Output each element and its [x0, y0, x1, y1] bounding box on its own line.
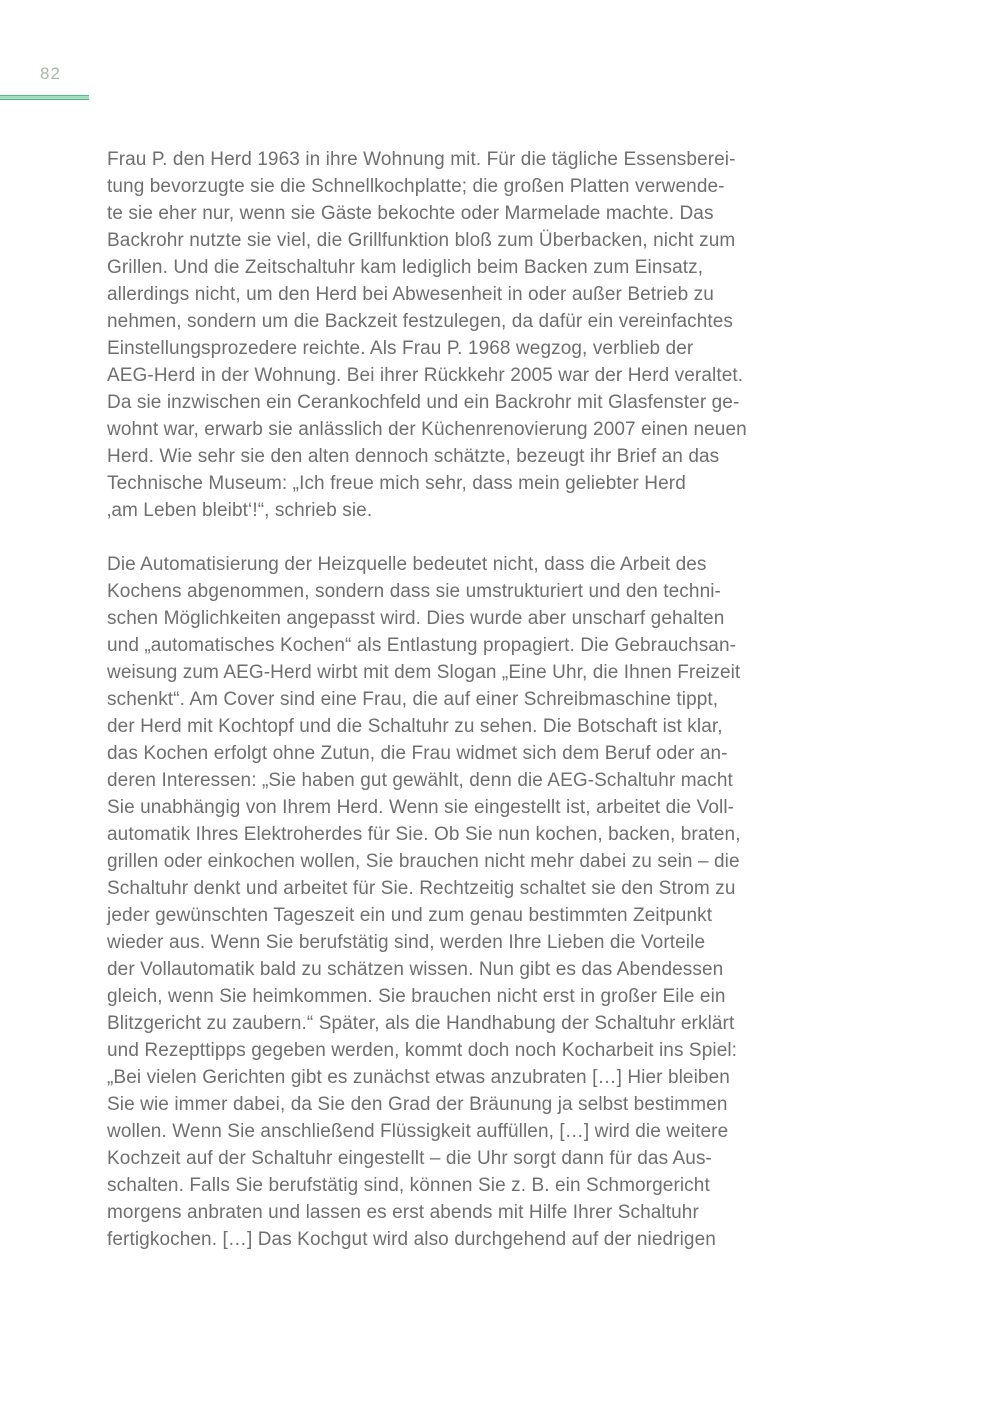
text-line: wohnt war, erwarb sie anlässlich der Küchenrenovierung 2007 einen neuen — [107, 419, 747, 440]
text-line: Technische Museum: „Ich freue mich sehr, dass mein geliebter Herd — [107, 473, 686, 494]
text-line: der Vollautomatik bald zu schätzen wissen. Nun gibt es das Abendessen — [107, 959, 724, 980]
text-line: wieder aus. Wenn Sie berufstätig sind, werden Ihre Lieben die Vorteile — [107, 932, 706, 953]
text-line: Frau P. den Herd 1963 in ihre Wohnung mit. Für die tägliche Essensberei- — [107, 149, 736, 170]
text-line: tung bevorzugte sie die Schnellkochplatte; die großen Platten verwende- — [107, 176, 725, 197]
text-line: Herd. Wie sehr sie den alten dennoch schätzte, bezeugt ihr Brief an das — [107, 446, 720, 467]
text-line: deren Interessen: „Sie haben gut gewählt, denn die AEG-Schaltuhr macht — [107, 770, 733, 791]
text-line: Kochzeit auf der Schaltuhr eingestellt – die Uhr sorgt dann für das Aus- — [107, 1148, 712, 1169]
text-line: AEG-Herd in der Wohnung. Bei ihrer Rückkehr 2005 war der Herd veraltet. — [107, 365, 744, 386]
text-line: Sie wie immer dabei, da Sie den Grad der Bräunung ja selbst bestimmen — [107, 1094, 728, 1115]
text-line: Da sie inzwischen ein Cerankochfeld und ein Backrohr mit Glasfenster ge- — [107, 392, 740, 413]
text-line: Grillen. Und die Zeitschaltuhr kam lediglich beim Backen zum Einsatz, — [107, 257, 704, 278]
paragraph-2 — [107, 551, 787, 1253]
text-line: Die Automatisierung der Heizquelle bedeutet nicht, dass die Arbeit des — [107, 554, 707, 575]
text-line: und Rezepttipps gegeben werden, kommt doch noch Kocharbeit ins Spiel: — [107, 1040, 738, 1061]
page-number-rule — [0, 95, 89, 100]
text-line: schalten. Falls Sie berufstätig sind, können Sie z. B. ein Schmorgericht — [107, 1175, 710, 1196]
paragraph-1 — [107, 146, 787, 524]
text-line: te sie eher nur, wenn sie Gäste bekochte oder Marmelade machte. Das — [107, 203, 714, 224]
text-line: allerdings nicht, um den Herd bei Abwesenheit in oder außer Betrieb zu — [107, 284, 714, 305]
text-line: gleich, wenn Sie heimkommen. Sie brauchen nicht erst in großer Eile ein — [107, 986, 726, 1007]
text-line: nehmen, sondern um die Backzeit festzulegen, da dafür ein vereinfachtes — [107, 311, 734, 332]
text-line: grillen oder einkochen wollen, Sie brauchen nicht mehr dabei zu sein – die — [107, 851, 740, 872]
text-line: Einstellungsprozedere reichte. Als Frau P. 1968 wegzog, verblieb der — [107, 338, 694, 359]
text-line: fertigkochen. […] Das Kochgut wird also durchgehend auf der niedrigen — [107, 1229, 716, 1250]
text-line: jeder gewünschten Tageszeit ein und zum genau bestimmten Zeitpunkt — [107, 905, 713, 926]
text-line: wollen. Wenn Sie anschließend Flüssigkeit auffüllen, […] wird die weitere — [107, 1121, 729, 1142]
text-line: ‚am Leben bleibt‘!“, schrieb sie. — [107, 500, 373, 521]
body-text — [107, 146, 787, 1253]
text-line: das Kochen erfolgt ohne Zutun, die Frau widmet sich dem Beruf oder an- — [107, 743, 728, 764]
text-line: Kochens abgenommen, sondern dass sie umstrukturiert und den techni- — [107, 581, 721, 602]
text-line: weisung zum AEG-Herd wirbt mit dem Slogan „Eine Uhr, die Ihnen Freizeit — [107, 662, 741, 683]
text-line: der Herd mit Kochtopf und die Schaltuhr zu sehen. Die Botschaft ist klar, — [107, 716, 723, 737]
text-line: und „automatisches Kochen“ als Entlastung propagiert. Die Gebrauchsan- — [107, 635, 737, 656]
text-line: Schaltuhr denkt und arbeitet für Sie. Rechtzeitig schaltet sie den Strom zu — [107, 878, 736, 899]
text-line: schen Möglichkeiten angepasst wird. Dies wurde aber unscharf gehalten — [107, 608, 725, 629]
page-number: 82 — [40, 64, 61, 83]
text-line: automatik Ihres Elektroherdes für Sie. Ob Sie nun kochen, backen, braten, — [107, 824, 741, 845]
text-line: Backrohr nutzte sie viel, die Grillfunktion bloß zum Überbacken, nicht zum — [107, 230, 736, 251]
text-line: schenkt“. Am Cover sind eine Frau, die auf einer Schreibmaschine tippt, — [107, 689, 719, 710]
text-line: Sie unabhängig von Ihrem Herd. Wenn sie eingestellt ist, arbeitet die Voll- — [107, 797, 735, 818]
text-line: morgens anbraten und lassen es erst abends mit Hilfe Ihrer Schaltuhr — [107, 1202, 699, 1223]
text-line: „Bei vielen Gerichten gibt es zunächst etwas anzubraten […] Hier bleiben — [107, 1067, 730, 1088]
text-line: Blitzgericht zu zaubern.“ Später, als die Handhabung der Schaltuhr erklärt — [107, 1013, 735, 1034]
